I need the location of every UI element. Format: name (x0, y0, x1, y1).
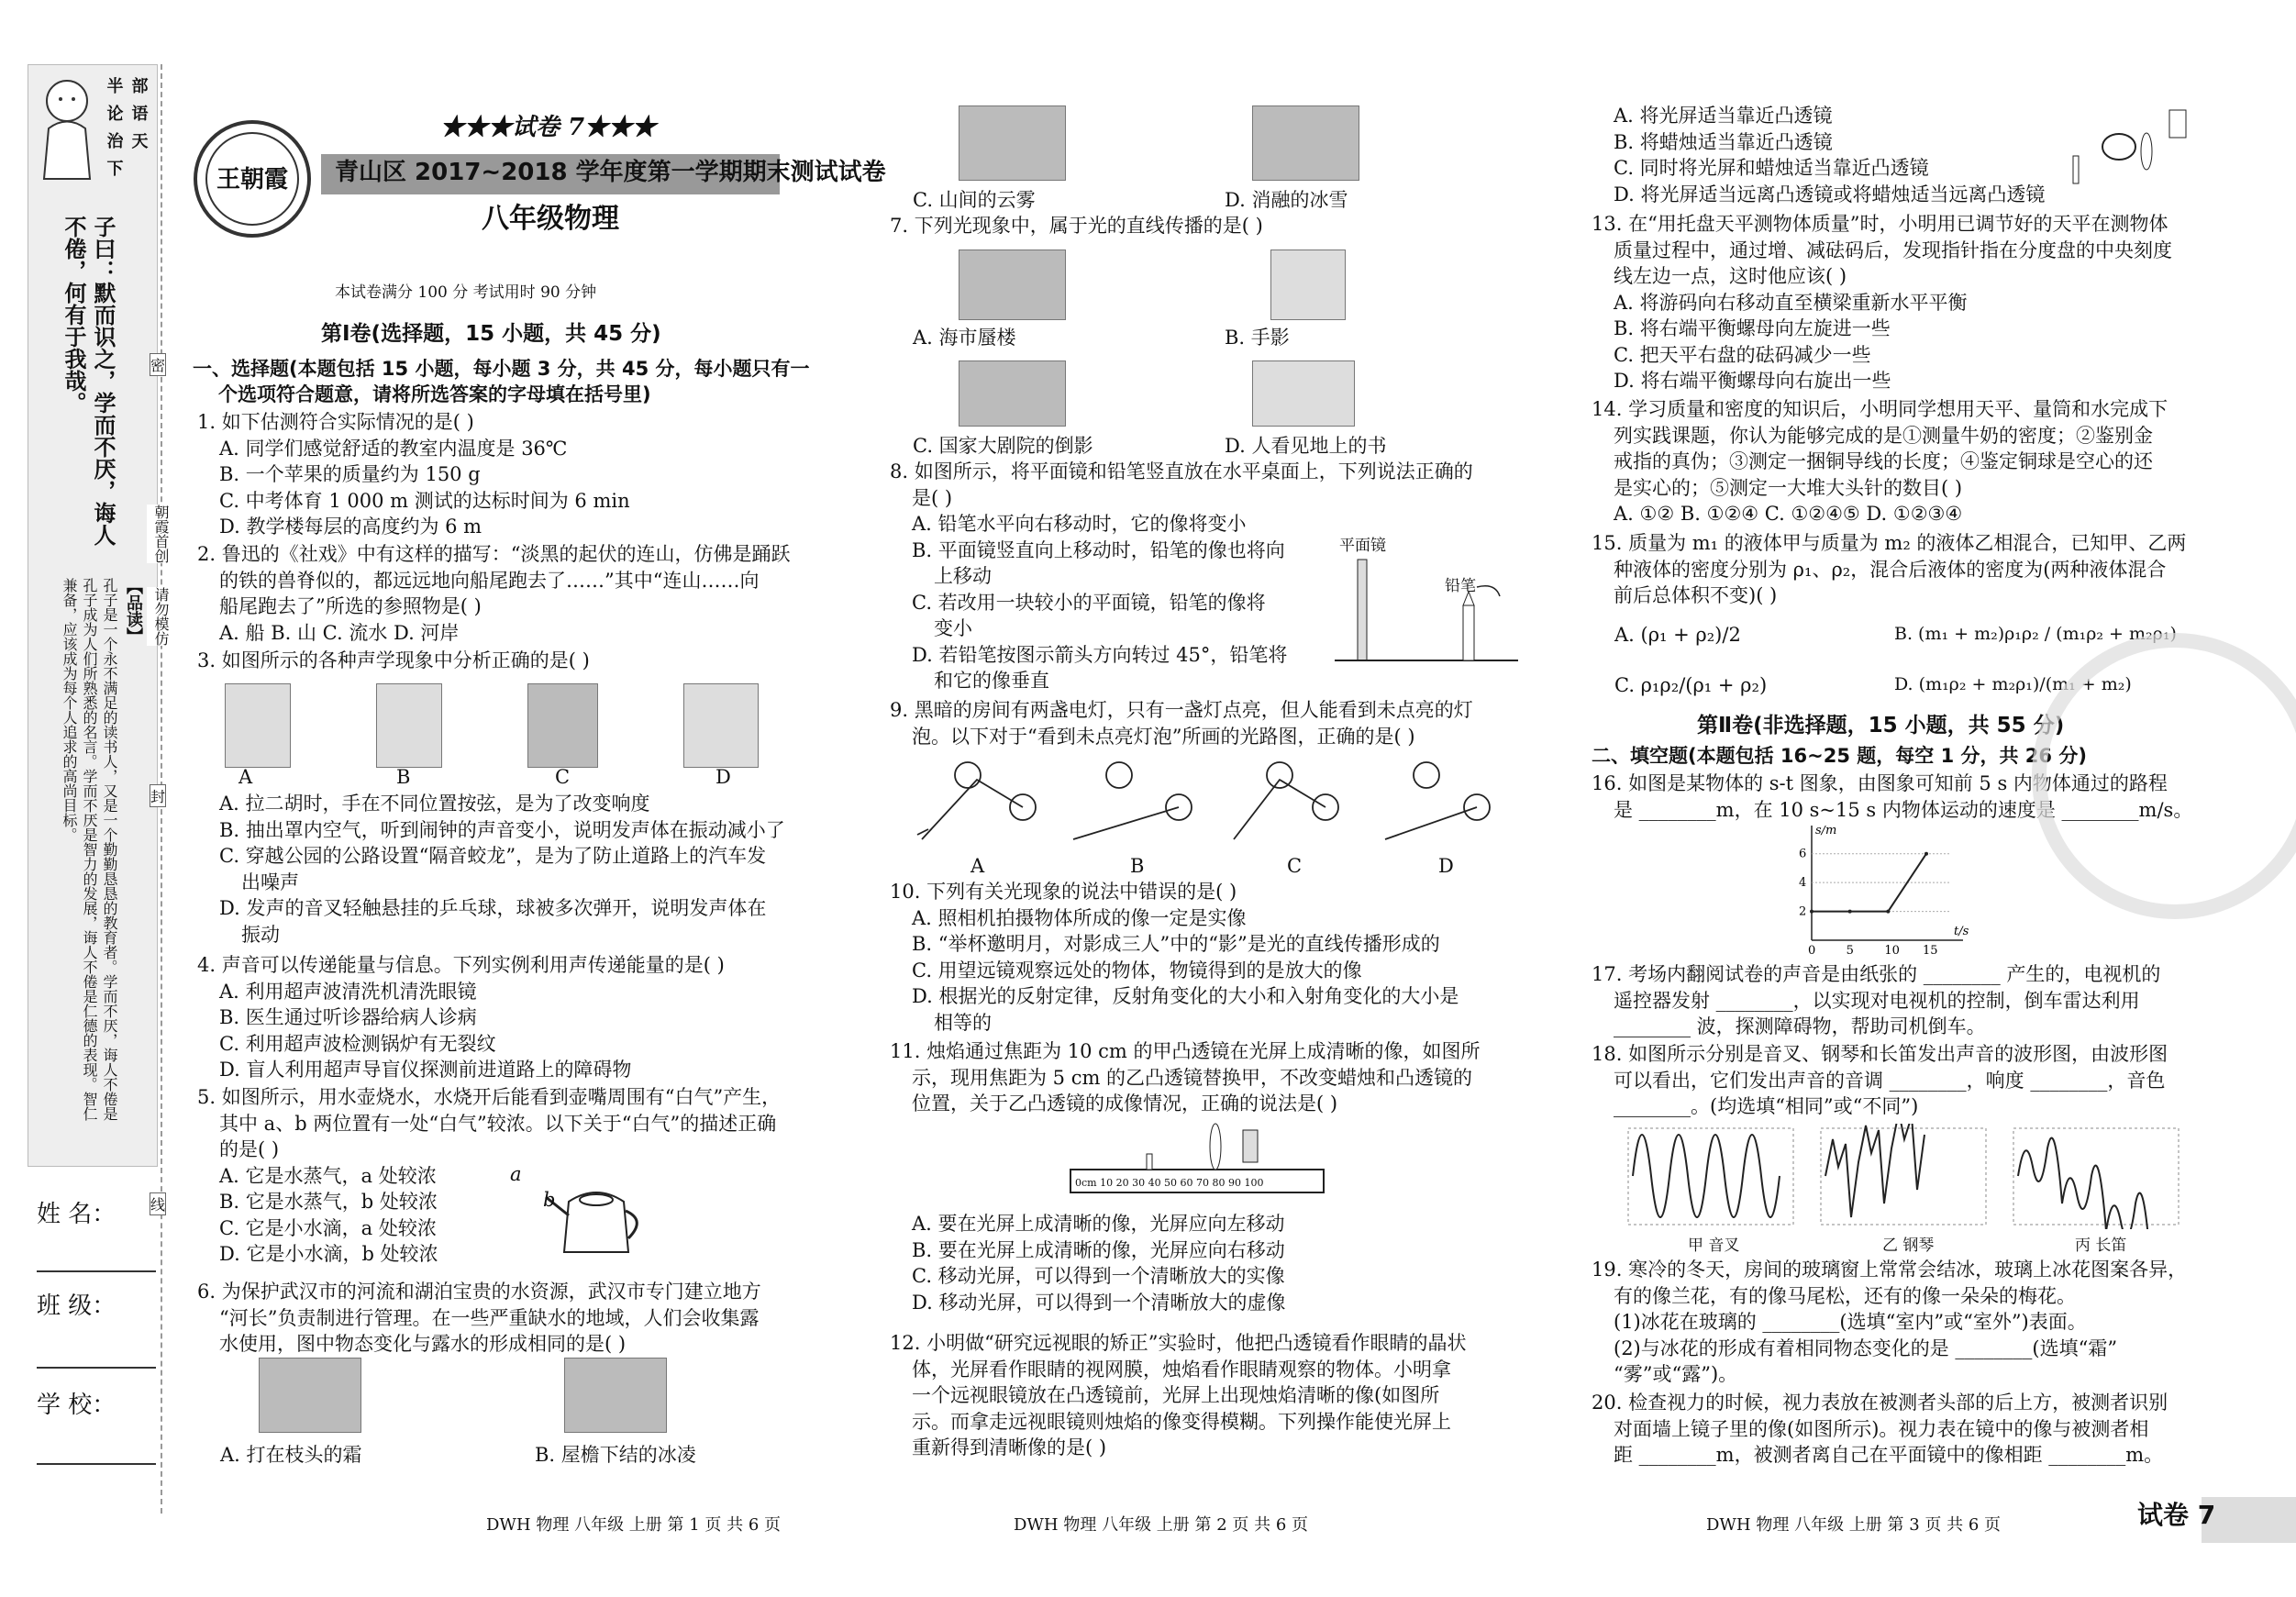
option[interactable]: D. 人看见地上的书 (1225, 435, 1387, 457)
question-10 (890, 879, 1459, 1036)
figure-label: C (555, 766, 571, 788)
figure-label: D (1438, 855, 1454, 877)
question-13 (1592, 211, 2172, 394)
data-point (1848, 910, 1852, 914)
question-stem: 对面墙上镜子里的像(如图所示)。视力表在镜中的像与被测者相 (1614, 1417, 2149, 1440)
option: 和它的像垂直 (934, 670, 1049, 692)
question-20 (1592, 1390, 2168, 1469)
option[interactable]: A. 铅笔水平向右移动时，它的像将变小 (912, 513, 1247, 535)
question-14 (1592, 396, 2168, 527)
x-axis-label: t/s (1954, 925, 1969, 938)
question-stem: 16. 如图是某物体的 s-t 图象，由图象可知前 5 s 内物体通过的路程 (1592, 772, 2168, 794)
question-stem: 5. 如图所示，用水壶烧水，水烧开后能看到壶嘴周围有“白气”产生， (197, 1086, 782, 1108)
question-15 (1592, 530, 2186, 609)
school-label: 学 校： (37, 1392, 116, 1419)
pencil-label: 铅笔 (1445, 577, 1476, 595)
x-tick-label: 0 (1808, 944, 1816, 958)
option: 振动 (241, 923, 280, 946)
question-stem: 15. 质量为 m₁ 的液体甲与质量为 m₂ 的液体乙相混合，已知甲、乙两 (1592, 532, 2187, 554)
option[interactable]: A. 船 B. 山 C. 流水 D. 河岸 (219, 621, 460, 644)
data-point (1886, 910, 1890, 914)
option[interactable]: D. 根据光的反射定律，反射角变化的大小和入射角变化的大小是 (912, 985, 1459, 1007)
part2-section: 二、填空题(本题包括 16~25 题，每空 1 分，共 26 分) (1592, 745, 2087, 767)
logo (188, 115, 316, 243)
option[interactable]: C. 山间的云雾 (913, 189, 1036, 211)
light-path-figures (913, 752, 1500, 853)
question-stem: 14. 学习质量和密度的知识后，小明同学想用天平、量筒和水完成下 (1592, 398, 2168, 420)
seal-char: 线 (150, 1192, 166, 1215)
option[interactable]: D. (m₁ρ₂ + m₂ρ₁)/(m₁ + m₂) (1894, 674, 2132, 694)
motto-char: 下 (106, 160, 124, 179)
question-4 (197, 952, 725, 1083)
motto-char: 天 (131, 132, 149, 151)
option[interactable]: A. 拉二胡时，手在不同位置按弦，是为了改变响度 (219, 793, 650, 815)
question-stem: 17. 考场内翻阅试卷的声音是由纸张的 ________ 产生的，电视机的 (1592, 963, 2161, 985)
eye-correction-figure (2055, 101, 2192, 193)
question-stem: 18. 如图所示分别是音叉、钢琴和长笛发出声音的波形图，由波形图 (1592, 1043, 2168, 1065)
option[interactable]: A. ①② B. ①②④ C. ①②④⑤ D. ①②③④ (1614, 503, 1963, 525)
option[interactable]: B. “举杯邀明月，对影成三人”中的“影”是光的直线传播形成的 (912, 933, 1440, 955)
question-stem: 11. 烛焰通过焦距为 10 cm 的甲凸透镜在光屏上成清晰的像，如图所 (890, 1040, 1481, 1062)
question-17 (1592, 961, 2160, 1040)
question-11-options (890, 1211, 1285, 1315)
paper-tag: ★★★试卷 7★★★ (440, 114, 657, 141)
option[interactable]: D. 发声的音叉轻触悬挂的乒乓球，球被多次弹开，说明发声体在 (219, 897, 767, 919)
motto-char: 语 (131, 105, 149, 124)
figure-mirage (959, 250, 1066, 320)
corner-tag: 试卷 7 (2137, 1500, 2216, 1530)
figure-see-book (1252, 360, 1355, 427)
optical-bench-figure (1069, 1119, 1325, 1202)
seal-char: 密 (150, 353, 166, 376)
x-tick-label: 5 (1846, 944, 1854, 958)
option[interactable]: B. 医生通过听诊器给病人诊病 (219, 1006, 477, 1028)
figure-bell-jar (376, 683, 442, 768)
part1-instruction: 个选项符合题意，请将所选答案的字母填在括号里) (218, 383, 651, 405)
wave-label: 甲 音叉 (1688, 1237, 1740, 1255)
kettle-figure (541, 1165, 651, 1266)
question-7 (890, 213, 1263, 239)
waveform-figures (1624, 1124, 2202, 1229)
motto-char: 治 (106, 132, 124, 151)
question-stem: 2. 鲁迅的《社戏》中有这样的描写：“淡黑的起伏的连山，仿佛是踊跃 (197, 543, 791, 565)
kettle-label-b: b (543, 1189, 556, 1211)
option[interactable]: C. 它是小水滴，a 处较浓 (219, 1216, 437, 1239)
motto-char: 部 (131, 77, 149, 96)
question-stem: 6. 为保护武汉市的河流和湖泊宝贵的水资源，武汉市专门建立地方 (197, 1281, 761, 1303)
question-11 (890, 1038, 1481, 1117)
figure-label: D (715, 766, 731, 788)
option[interactable]: A. 海市蜃楼 (913, 327, 1016, 349)
option[interactable]: B. 平面镜竖直向上移动时，铅笔的像也将向 (912, 538, 1285, 561)
option[interactable]: D. 教学楼每层的高度约为 6 m (219, 516, 482, 538)
question-stem: 重新得到清晰像的是( ) (912, 1436, 1107, 1458)
question-stem: 种液体的密度分别为 ρ₁、ρ₂，混合后液体的密度为(两种液体混合 (1614, 558, 2167, 581)
option[interactable]: B. 要在光屏上成清晰的像，光屏应向右移动 (912, 1238, 1285, 1261)
question-6 (197, 1279, 761, 1358)
subject-title: 八年级物理 (482, 203, 619, 235)
x-tick-label: 15 (1923, 944, 1938, 958)
question-stem: 泡。以下对于“看到未点亮灯泡”所画的光路图，正确的是( ) (912, 725, 1415, 748)
score-note: 本试卷满分 100 分 考试用时 90 分钟 (335, 283, 597, 302)
y-tick-label: 2 (1799, 904, 1807, 919)
question-stem: 体，光屏看作眼睛的视网膜，烛焰看作眼睛观察的物体。小明拿 (912, 1358, 1451, 1381)
part2-title: 第Ⅱ卷(非选择题，15 小题，共 55 分) (1697, 714, 2065, 738)
question-stem: 4. 声音可以传递能量与信息。下列实例利用声传递能量的是( ) (197, 954, 725, 976)
question-stem: 7. 下列光现象中，属于光的直线传播的是( ) (890, 215, 1263, 237)
motto-char: 论 (106, 105, 124, 124)
option[interactable]: A. 利用超声波清洗机清洗眼镜 (219, 980, 477, 1003)
option[interactable]: B. 将蜡烛适当靠近凸透镜 (1614, 130, 1833, 153)
option[interactable]: A. 将光屏适当靠近凸透镜 (1614, 105, 1833, 127)
y-axis-label: s/m (1815, 826, 1837, 837)
option[interactable]: D. 盲人利用超声导盲仪探测前进道路上的障碍物 (219, 1059, 632, 1081)
question-stem: “雾”或“露”)。 (1614, 1363, 1738, 1385)
kettle-label-a: a (510, 1163, 522, 1185)
figure-sound-barrier (527, 683, 598, 768)
figure-erhu (225, 683, 291, 768)
option[interactable]: C. 用望远镜观察远处的物体，物镜得到的是放大的像 (912, 959, 1362, 981)
option[interactable]: A. 将游码向右移动直至横梁重新水平平衡 (1614, 291, 1968, 314)
question-stem: 9. 黑暗的房间有两盏电灯，只有一盏灯点亮，但人能看到未点亮的灯 (890, 699, 1473, 721)
question-stem: 是( ) (912, 486, 953, 509)
motto-char: 半 (106, 77, 124, 96)
question-stem: 有的像兰花，有的像马尾松，还有的像一朵朵的梅花。 (1614, 1284, 2076, 1307)
question-stem: (1)冰花在玻璃的 ________(选填“室内”或“室外”)表面。 (1614, 1311, 2087, 1333)
logo-text: 王朝霞 (216, 166, 288, 194)
question-stem: 8. 如图所示，将平面镜和铅笔竖直放在水平桌面上，下列说法正确的 (890, 460, 1473, 482)
figure-melting-snow (1252, 105, 1359, 181)
question-stem: 可以看出，它们发出声音的音调 ________，响度 ________，音色 (1614, 1069, 2166, 1092)
option[interactable]: D. 移动光屏，可以得到一个清晰放大的虚像 (912, 1291, 1286, 1314)
y-tick-label: 6 (1799, 847, 1807, 861)
option[interactable]: D. 若铅笔按图示箭头方向转过 45°，铅笔将 (912, 643, 1288, 666)
figure-theatre-reflection (959, 360, 1066, 427)
question-1 (197, 409, 630, 540)
question-stem: 1. 如下估测符合实际情况的是( ) (197, 411, 474, 433)
side-note-2: 请勿模仿 (147, 587, 174, 646)
option[interactable]: C. 同时将光屏和蜡烛适当靠近凸透镜 (1614, 157, 1929, 179)
seal-char: 封 (150, 784, 166, 807)
question-12 (890, 1330, 1467, 1461)
question-stem: 12. 小明做“研究远视眼的矫正”实验时，他把凸透镜看作眼睛的晶状 (890, 1332, 1467, 1354)
y-tick-label: 4 (1799, 876, 1807, 891)
option[interactable]: A. (ρ₁ + ρ₂)/2 (1614, 624, 1741, 646)
figure-label: C (1287, 855, 1303, 877)
motto-grid (103, 73, 152, 183)
question-stem: 线左边一点，这时他应该( ) (1614, 265, 1847, 287)
class-label: 班 级： (37, 1292, 116, 1320)
option: 变小 (934, 617, 972, 639)
data-point (1810, 910, 1814, 914)
question-stem: 质量过程中，通过增、减砝码后，发现指针指在分度盘的中央刻度 (1614, 238, 2172, 261)
question-stem: 13. 在“用托盘天平测物体质量”时，小明用已调节好的天平在测物体 (1592, 213, 2168, 235)
part1-instruction: 一、选择题(本题包括 15 小题，每小题 3 分，共 45 分，每小题只有一 (193, 358, 810, 380)
page-footer: DWH 物理 八年级 上册 第 2 页 共 6 页 (1014, 1515, 1309, 1535)
option[interactable]: B. 抽出罩内空气，听到闹钟的声音变小，说明发声体在振动减小了 (219, 818, 785, 841)
figure-tuning-fork (683, 683, 759, 768)
st-graph (1775, 826, 1977, 963)
option[interactable]: C. 把天平右盘的砝码减少一些 (1614, 343, 1871, 366)
option[interactable]: D. 将光屏适当远离凸透镜或将蜡烛适当远离凸透镜 (1614, 183, 2046, 205)
series-line (1812, 854, 1926, 912)
page-footer: DWH 物理 八年级 上册 第 1 页 共 6 页 (486, 1515, 782, 1535)
name-label: 姓 名： (37, 1201, 116, 1228)
mirror-label: 平面镜 (1339, 537, 1386, 555)
option[interactable]: C. 移动光屏，可以得到一个清晰放大的实像 (912, 1265, 1285, 1287)
question-stem: 19. 寒冷的冬天，房间的玻璃窗上常常会结冰，玻璃上冰花图案各异， (1592, 1259, 2188, 1281)
exam-title: 青山区 2017~2018 学年度第一学期期末测试试卷 (335, 159, 886, 186)
question-stem: ________ 波，探测障碍物，帮助司机倒车。 (1614, 1015, 1986, 1037)
question-19 (1592, 1257, 2187, 1388)
question-stem: 水使用，图中物态变化与露水的形成相同的是( ) (219, 1333, 627, 1355)
option[interactable]: B. 手影 (1225, 327, 1290, 349)
option[interactable]: B. (m₁ + m₂)ρ₁ρ₂ / (m₁ρ₂ + m₂ρ₁) (1894, 624, 2177, 644)
question-stem: 是 ________m，在 10 s~15 s 内物体运动的速度是 ________m/s。 (1614, 798, 2193, 821)
question-3-options (197, 791, 785, 948)
option: 上移动 (934, 565, 992, 587)
school-field[interactable] (37, 1463, 156, 1465)
figure-frost (259, 1358, 361, 1433)
wave-label: 乙 钢琴 (1882, 1237, 1935, 1255)
option: 相等的 (934, 1011, 992, 1034)
figure-icicle (564, 1358, 667, 1433)
option[interactable]: B. 一个苹果的质量约为 150 g (219, 463, 481, 485)
option[interactable]: C. 穿越公园的公路设置“隔音蛟龙”，是为了防止道路上的汽车发 (219, 845, 767, 867)
question-stem: “河长”负责制进行管理。在一些严重缺水的地域，人们会收集露 (219, 1306, 760, 1329)
question-stem: (2)与冰花的形成有着相同物态变化的是 ________(选填“霜” (1614, 1336, 2118, 1359)
option: 出噪声 (241, 871, 299, 893)
ruler-label: 0cm 10 20 30 40 50 60 70 80 90 100 (1075, 1177, 1264, 1189)
question-stem: ________。(均选填“相同”或“不同”) (1614, 1095, 1919, 1117)
confucius-quote: 子曰：默而识之，学而不厌，诲人不倦，何有于我哉。 (61, 216, 116, 546)
question-stem: 一个远视眼镜放在凸透镜前，光屏上出现烛焰清晰的像(如图所 (912, 1384, 1440, 1406)
pindu-title: 【品读】 (124, 578, 143, 644)
option[interactable]: A. 要在光屏上成清晰的像，光屏应向左移动 (912, 1213, 1285, 1235)
question-stem: 20. 检查视力的时候，视力表放在被测者头部的后上方，被测者识别 (1592, 1392, 2168, 1414)
side-note-1: 朝霞首创 (147, 505, 174, 563)
figure-label: B (1130, 855, 1145, 877)
option[interactable]: C. ρ₁ρ₂/(ρ₁ + ρ₂) (1614, 674, 1768, 696)
question-stem: 前后总体积不变)( ) (1614, 584, 1778, 606)
option[interactable]: D. 它是小水滴，b 处较浓 (219, 1243, 438, 1265)
figure-fog (959, 105, 1066, 181)
figure-label: B (396, 766, 411, 788)
option[interactable]: D. 将右端平衡螺母向右旋出一些 (1614, 370, 1891, 392)
question-stem: 戒指的真伪；③测定一捆铜导线的长度；④鉴定铜球是空心的还 (1614, 450, 2153, 472)
figure-label: A (238, 766, 253, 788)
question-stem: 船尾跑去了”所选的参照物是( ) (219, 595, 482, 617)
part1-title: 第Ⅰ卷(选择题，15 小题，共 45 分) (321, 322, 661, 346)
question-stem: 3. 如图所示的各种声学现象中分析正确的是( ) (197, 649, 590, 671)
option[interactable]: A. 打在枝头的霜 (220, 1444, 362, 1466)
wave-label: 丙 长笛 (2075, 1237, 2127, 1255)
question-2 (197, 541, 790, 646)
pindu-text: 孔子是一个永不满足的读书人，又是一个勤勤恳恳的教育者。学而不厌，诲人不倦是孔子成为人们所熟悉的名言。学而不厌是智力的发展，诲人不倦是仁德的表现。智仁兼备，应该成为每个人追求的高尚目标。 (61, 578, 118, 1121)
question-3 (197, 648, 590, 674)
option[interactable]: A. 同学们感觉舒适的教室内温度是 36℃ (219, 437, 568, 460)
confidential-seal-watermark (2032, 633, 2296, 919)
corner-band (2202, 1497, 2296, 1543)
x-tick-label: 10 (1884, 944, 1900, 958)
question-12-options (1592, 103, 2045, 207)
option[interactable]: B. 它是水蒸气，b 处较浓 (219, 1191, 438, 1213)
question-stem: 其中 a、b 两位置有一处“白气”较浓。以下关于“白气”的描述正确 (219, 1112, 777, 1135)
class-field[interactable] (37, 1367, 156, 1369)
question-9 (890, 697, 1473, 749)
confucius-illustration (35, 73, 99, 183)
option[interactable]: A. 它是水蒸气，a 处较浓 (219, 1164, 437, 1187)
option[interactable]: A. 照相机拍摄物体所成的像一定是实像 (912, 906, 1247, 929)
question-5 (197, 1084, 781, 1268)
question-stem: 遥控器发射 ________，以实现对电视机的控制，倒车雷达利用 (1614, 989, 2140, 1012)
question-stem: 的是( ) (219, 1138, 280, 1160)
option[interactable]: B. 屋檐下结的冰凌 (535, 1444, 696, 1466)
data-point (1924, 852, 1928, 856)
option[interactable]: D. 消融的冰雪 (1225, 189, 1348, 211)
option[interactable]: C. 国家大剧院的倒影 (913, 435, 1093, 457)
option[interactable]: C. 若改用一块较小的平面镜，铅笔的像将 (912, 591, 1266, 614)
question-stem: 距 ________m，被测者离自己在平面镜中的像相距 ________m。 (1614, 1444, 2164, 1466)
question-stem: 示。而拿走远视眼镜则烛焰的像变得模糊。下列操作能使光屏上 (912, 1410, 1451, 1433)
question-stem: 是实心的；⑤测定一大堆大头针的数目( ) (1614, 476, 1963, 499)
question-stem: 位置，关于乙凸透镜的成像情况，正确的说法是( ) (912, 1092, 1338, 1115)
question-stem: 的铁的兽脊似的，都远远地向船尾跑去了……”其中“连山……向 (219, 569, 760, 592)
option[interactable]: B. 将右端平衡螺母向左旋进一些 (1614, 317, 1891, 339)
question-stem: 10. 下列有关光现象的说法中错误的是( ) (890, 881, 1237, 903)
page-footer: DWH 物理 八年级 上册 第 3 页 共 6 页 (1706, 1515, 2002, 1535)
question-18 (1592, 1041, 2168, 1120)
figure-label: A (971, 855, 985, 877)
option[interactable]: C. 利用超声波检测锅炉有无裂纹 (219, 1032, 496, 1055)
option[interactable]: C. 中考体育 1 000 m 测试的达标时间为 6 min (219, 489, 630, 512)
figure-hand-shadow (1270, 250, 1346, 320)
name-field[interactable] (37, 1270, 156, 1272)
question-stem: 列实践课题，你认为能够完成的是①测量牛奶的密度；②鉴别金 (1614, 424, 2153, 447)
question-stem: 示，现用焦距为 5 cm 的乙凸透镜替换甲，不改变蜡烛和凸透镜的 (912, 1066, 1473, 1089)
